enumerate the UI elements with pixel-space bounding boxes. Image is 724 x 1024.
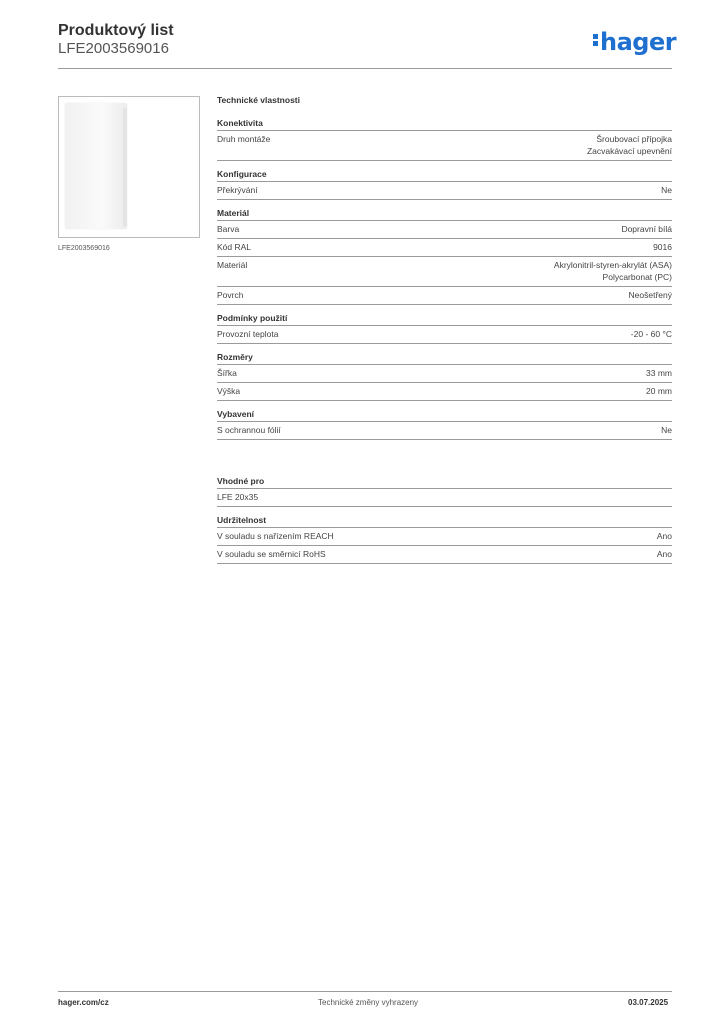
- spec-sections: [217, 118, 672, 440]
- spec-row: [217, 365, 672, 383]
- footer-date: 03.07.2025: [628, 998, 669, 1007]
- section-title: Vybavení: [217, 409, 672, 422]
- spec-value: [653, 241, 672, 253]
- spec-label: V souladu se směrnicí RoHS: [217, 549, 326, 559]
- spec-value-line: -20 - 60 °C: [630, 329, 672, 339]
- product-cover-shape: [65, 103, 127, 229]
- spec-section: [217, 169, 672, 200]
- section-title: Konektivita: [217, 118, 672, 131]
- section-title: Udržitelnost: [217, 515, 672, 528]
- spec-row: [217, 326, 672, 344]
- spec-value: [587, 133, 672, 157]
- spec-label: Druh montáže: [217, 134, 271, 144]
- sustainability-section: [217, 515, 672, 564]
- spec-value-line: Neošetřený: [628, 290, 672, 300]
- spec-value-line: Dopravní bílá: [621, 224, 672, 234]
- spec-value-line: Zacvakávací upevnění: [586, 146, 672, 156]
- spec-value-line: Ano: [656, 531, 672, 541]
- spec-row: [217, 239, 672, 257]
- spec-row: [217, 131, 672, 161]
- spec-value: [646, 367, 672, 379]
- spec-section: [217, 476, 672, 507]
- specs-panel: [217, 95, 672, 572]
- spec-label: Barva: [217, 224, 240, 234]
- spec-value: [621, 223, 672, 235]
- spec-value: [646, 385, 672, 397]
- spec-label: Překrývání: [217, 185, 258, 195]
- spec-value-line: Polycarbonat (PC): [602, 272, 672, 282]
- page-title: Produktový list: [58, 22, 174, 39]
- spec-label: V souladu s nařízením REACH: [217, 531, 334, 541]
- spec-row: [217, 489, 672, 507]
- spec-section: [217, 409, 672, 440]
- spec-label: LFE 20x35: [217, 492, 259, 502]
- spec-row: [217, 383, 672, 401]
- hager-logo: [593, 28, 676, 56]
- spec-section: [217, 515, 672, 564]
- spec-label: Výška: [217, 386, 241, 396]
- footer-note: Technické změny vyhrazeny: [318, 998, 419, 1007]
- spec-value-line: Ne: [661, 185, 672, 195]
- spec-label: Kód RAL: [217, 242, 252, 252]
- spec-row: [217, 422, 672, 440]
- product-image-caption: LFE2003569016: [58, 245, 110, 252]
- logo-text: hager: [600, 28, 677, 56]
- footer-website[interactable]: hager.com/cz: [58, 998, 109, 1007]
- section-title: Vhodné pro: [217, 476, 672, 489]
- spec-value: [661, 424, 672, 436]
- spec-value: [631, 328, 672, 340]
- spec-value: [657, 548, 672, 560]
- spec-row: [217, 182, 672, 200]
- spec-label: Provozní teplota: [217, 329, 279, 339]
- spec-row: [217, 528, 672, 546]
- spec-label: Šířka: [217, 368, 237, 378]
- suitable-for-section: [217, 476, 672, 507]
- product-side-shape: [123, 108, 127, 226]
- spec-row: [217, 221, 672, 239]
- section-title: Rozměry: [217, 352, 672, 365]
- header-divider: [58, 68, 672, 69]
- section-title: Konfigurace: [217, 169, 672, 182]
- section-title: Podmínky použití: [217, 313, 672, 326]
- spec-row: [217, 287, 672, 305]
- spec-section: [217, 352, 672, 401]
- product-image: [58, 96, 200, 238]
- spec-value-line: Akrylonitril-styren-akrylát (ASA): [553, 260, 672, 270]
- spec-value-line: Ne: [661, 425, 672, 435]
- spec-section: [217, 313, 672, 344]
- footer-divider: [58, 991, 672, 992]
- spec-value-line: 33 mm: [646, 368, 672, 378]
- spec-value-line: Ano: [656, 549, 672, 559]
- spec-value: [629, 289, 672, 301]
- spec-label: S ochrannou fólií: [217, 425, 281, 435]
- spec-value: [554, 259, 672, 283]
- spec-label: Materiál: [217, 260, 248, 270]
- spec-section: [217, 208, 672, 305]
- spec-row: [217, 257, 672, 287]
- spec-value-line: 20 mm: [646, 386, 672, 396]
- spec-value-line: 9016: [653, 242, 672, 252]
- logo-dots-icon: [593, 32, 599, 48]
- product-code: LFE2003569016: [58, 40, 169, 57]
- spec-row: [217, 546, 672, 564]
- spec-value-line: Šroubovací přípojka: [596, 134, 672, 144]
- spec-value: [661, 184, 672, 196]
- specs-heading: Technické vlastnosti: [217, 95, 300, 105]
- section-title: Materiál: [217, 208, 672, 221]
- spec-value: [657, 530, 672, 542]
- spec-label: Povrch: [217, 290, 244, 300]
- spec-section: [217, 118, 672, 161]
